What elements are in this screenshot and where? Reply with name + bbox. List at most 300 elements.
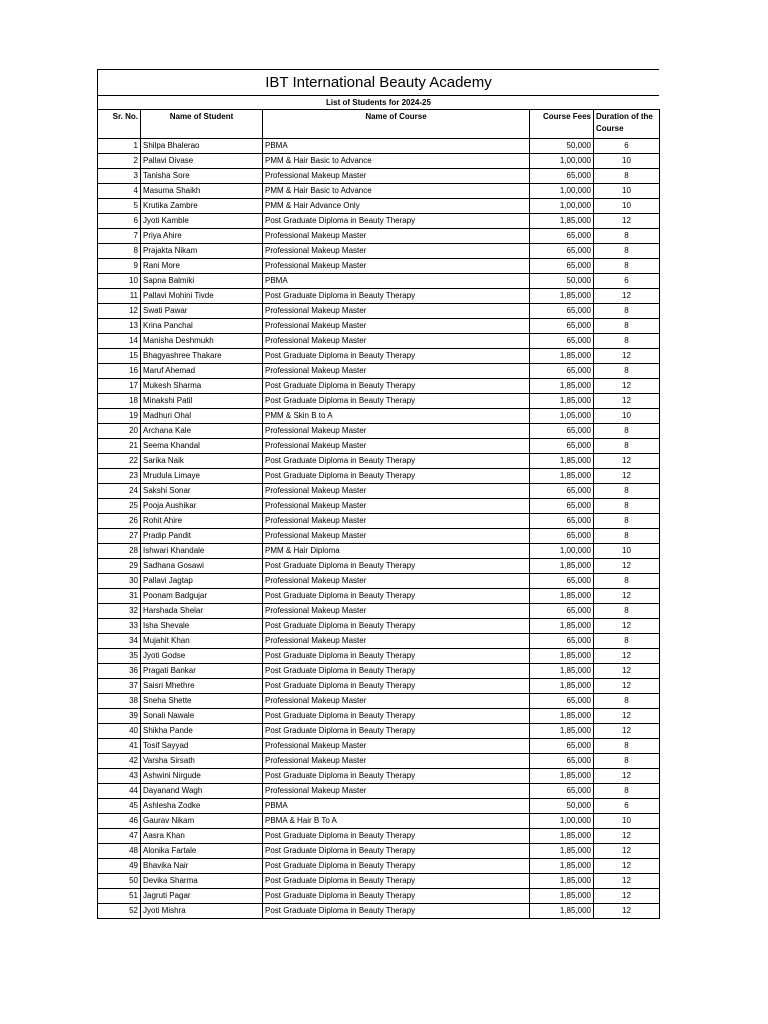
cell-course-fees: 1,85,000 [530,454,594,469]
cell-course-name: Post Graduate Diploma in Beauty Therapy [263,349,530,364]
cell-student-name: Mrudula Limaye [141,469,263,484]
cell-sr-no: 43 [98,769,141,784]
cell-sr-no: 7 [98,229,141,244]
table-row [98,139,660,154]
cell-course-fees: 65,000 [530,229,594,244]
cell-course-name: PBMA [263,274,530,289]
cell-course-name: Post Graduate Diploma in Beauty Therapy [263,769,530,784]
cell-student-name: Maruf Ahemad [141,364,263,379]
cell-duration: 8 [594,364,660,379]
cell-student-name: Sneha Shette [141,694,263,709]
student-list-sheet [97,69,659,919]
cell-course-name: Post Graduate Diploma in Beauty Therapy [263,829,530,844]
cell-duration: 10 [594,184,660,199]
cell-duration: 10 [594,199,660,214]
cell-sr-no: 28 [98,544,141,559]
table-row [98,604,660,619]
cell-course-name: Professional Makeup Master [263,514,530,529]
cell-course-fees: 65,000 [530,529,594,544]
cell-student-name: Madhuri Ohal [141,409,263,424]
header-course-fees: Course Fees [530,110,594,139]
cell-student-name: Archana Kale [141,424,263,439]
table-row [98,589,660,604]
cell-course-fees: 1,85,000 [530,679,594,694]
cell-sr-no: 3 [98,169,141,184]
academy-title: IBT International Beauty Academy [97,69,659,96]
table-row [98,544,660,559]
table-row [98,454,660,469]
cell-duration: 12 [594,454,660,469]
cell-course-name: Professional Makeup Master [263,739,530,754]
cell-sr-no: 18 [98,394,141,409]
cell-duration: 12 [594,829,660,844]
cell-course-name: Professional Makeup Master [263,439,530,454]
cell-student-name: Alonika Fartale [141,844,263,859]
table-row [98,679,660,694]
table-row [98,169,660,184]
cell-course-name: Post Graduate Diploma in Beauty Therapy [263,649,530,664]
cell-duration: 12 [594,664,660,679]
cell-course-fees: 50,000 [530,799,594,814]
cell-duration: 12 [594,709,660,724]
cell-course-name: Post Graduate Diploma in Beauty Therapy [263,454,530,469]
cell-course-name: Professional Makeup Master [263,484,530,499]
cell-sr-no: 2 [98,154,141,169]
cell-course-fees: 65,000 [530,304,594,319]
cell-course-fees: 1,85,000 [530,844,594,859]
cell-duration: 8 [594,784,660,799]
cell-sr-no: 42 [98,754,141,769]
cell-sr-no: 23 [98,469,141,484]
cell-sr-no: 33 [98,619,141,634]
cell-course-name: Professional Makeup Master [263,604,530,619]
table-row [98,199,660,214]
cell-course-fees: 1,85,000 [530,379,594,394]
table-header-row [98,110,660,139]
cell-course-fees: 1,85,000 [530,394,594,409]
cell-student-name: Sonali Nawale [141,709,263,724]
cell-course-name: PBMA & Hair B To A [263,814,530,829]
cell-student-name: Tosif Sayyad [141,739,263,754]
cell-sr-no: 37 [98,679,141,694]
table-row [98,304,660,319]
cell-student-name: Isha Shevale [141,619,263,634]
cell-course-fees: 1,85,000 [530,859,594,874]
cell-course-name: Post Graduate Diploma in Beauty Therapy [263,394,530,409]
header-student-name: Name of Student [141,110,263,139]
cell-course-fees: 1,85,000 [530,289,594,304]
cell-duration: 12 [594,679,660,694]
cell-student-name: Priya Ahire [141,229,263,244]
cell-duration: 8 [594,319,660,334]
cell-course-fees: 1,85,000 [530,469,594,484]
table-row [98,214,660,229]
cell-student-name: Ishwari Khandale [141,544,263,559]
cell-duration: 8 [594,334,660,349]
cell-sr-no: 27 [98,529,141,544]
cell-sr-no: 47 [98,829,141,844]
cell-course-name: PBMA [263,139,530,154]
cell-course-name: PMM & Hair Basic to Advance [263,154,530,169]
table-row [98,409,660,424]
cell-course-fees: 1,85,000 [530,589,594,604]
cell-course-fees: 65,000 [530,244,594,259]
table-row [98,259,660,274]
table-row [98,784,660,799]
cell-sr-no: 16 [98,364,141,379]
cell-course-name: Post Graduate Diploma in Beauty Therapy [263,589,530,604]
cell-duration: 12 [594,469,660,484]
cell-course-fees: 65,000 [530,334,594,349]
cell-sr-no: 10 [98,274,141,289]
cell-student-name: Shikha Pande [141,724,263,739]
cell-student-name: Rani More [141,259,263,274]
table-row [98,379,660,394]
table-row [98,289,660,304]
cell-sr-no: 29 [98,559,141,574]
cell-course-fees: 1,85,000 [530,649,594,664]
cell-duration: 8 [594,484,660,499]
cell-course-name: Post Graduate Diploma in Beauty Therapy [263,904,530,919]
cell-duration: 10 [594,154,660,169]
table-row [98,769,660,784]
cell-duration: 12 [594,769,660,784]
cell-duration: 8 [594,499,660,514]
cell-course-fees: 1,00,000 [530,814,594,829]
cell-sr-no: 52 [98,904,141,919]
cell-course-fees: 65,000 [530,574,594,589]
cell-sr-no: 31 [98,589,141,604]
cell-student-name: Rohit Ahire [141,514,263,529]
table-row [98,154,660,169]
cell-duration: 8 [594,604,660,619]
table-row [98,364,660,379]
cell-sr-no: 30 [98,574,141,589]
cell-sr-no: 45 [98,799,141,814]
cell-sr-no: 8 [98,244,141,259]
table-body [98,139,660,919]
cell-sr-no: 32 [98,604,141,619]
cell-duration: 12 [594,379,660,394]
table-row [98,394,660,409]
cell-course-name: Post Graduate Diploma in Beauty Therapy [263,709,530,724]
cell-course-name: Professional Makeup Master [263,259,530,274]
cell-course-name: Post Graduate Diploma in Beauty Therapy [263,469,530,484]
cell-course-name: PMM & Skin B to A [263,409,530,424]
cell-sr-no: 19 [98,409,141,424]
cell-course-fees: 1,85,000 [530,874,594,889]
cell-sr-no: 40 [98,724,141,739]
cell-course-fees: 1,85,000 [530,619,594,634]
cell-course-fees: 65,000 [530,694,594,709]
cell-duration: 8 [594,304,660,319]
table-row [98,319,660,334]
header-duration: Duration of the Course [594,110,660,139]
cell-student-name: Harshada Shelar [141,604,263,619]
cell-duration: 12 [594,619,660,634]
cell-student-name: Sapna Balmiki [141,274,263,289]
cell-student-name: Jagruti Pagar [141,889,263,904]
cell-student-name: Manisha Deshmukh [141,334,263,349]
cell-course-fees: 1,85,000 [530,349,594,364]
cell-course-name: Post Graduate Diploma in Beauty Therapy [263,859,530,874]
cell-duration: 6 [594,799,660,814]
table-row [98,274,660,289]
cell-course-name: Professional Makeup Master [263,784,530,799]
cell-duration: 12 [594,874,660,889]
cell-student-name: Ashwini Nirgude [141,769,263,784]
cell-duration: 8 [594,169,660,184]
cell-duration: 12 [594,649,660,664]
cell-sr-no: 15 [98,349,141,364]
cell-sr-no: 6 [98,214,141,229]
cell-course-fees: 1,00,000 [530,199,594,214]
cell-duration: 8 [594,694,660,709]
cell-duration: 10 [594,814,660,829]
cell-student-name: Prajakta Nikam [141,244,263,259]
cell-course-fees: 1,85,000 [530,709,594,724]
table-row [98,244,660,259]
cell-course-name: Professional Makeup Master [263,229,530,244]
table-row [98,574,660,589]
cell-course-name: Professional Makeup Master [263,424,530,439]
cell-course-name: Professional Makeup Master [263,574,530,589]
cell-course-fees: 1,05,000 [530,409,594,424]
cell-duration: 12 [594,889,660,904]
cell-duration: 8 [594,739,660,754]
cell-duration: 6 [594,139,660,154]
cell-course-name: Professional Makeup Master [263,694,530,709]
table-row [98,829,660,844]
table-row [98,649,660,664]
cell-course-fees: 1,00,000 [530,184,594,199]
cell-duration: 12 [594,349,660,364]
cell-course-name: Post Graduate Diploma in Beauty Therapy [263,679,530,694]
table-row [98,814,660,829]
table-row [98,619,660,634]
cell-sr-no: 11 [98,289,141,304]
cell-student-name: Pallavi Mohini Tivde [141,289,263,304]
cell-student-name: Sadhana Gosawi [141,559,263,574]
cell-duration: 10 [594,409,660,424]
cell-sr-no: 26 [98,514,141,529]
list-subtitle: List of Students for 2024-25 [97,96,659,109]
cell-course-name: Professional Makeup Master [263,364,530,379]
cell-sr-no: 50 [98,874,141,889]
cell-student-name: Sakshi Sonar [141,484,263,499]
cell-duration: 8 [594,754,660,769]
table-row [98,634,660,649]
cell-student-name: Pallavi Jagtap [141,574,263,589]
cell-student-name: Jyoti Godse [141,649,263,664]
cell-student-name: Tanisha Sore [141,169,263,184]
cell-course-fees: 65,000 [530,364,594,379]
cell-student-name: Swati Pawar [141,304,263,319]
cell-sr-no: 25 [98,499,141,514]
cell-course-fees: 65,000 [530,499,594,514]
cell-student-name: Poonam Badgujar [141,589,263,604]
table-row [98,529,660,544]
cell-duration: 8 [594,229,660,244]
cell-course-fees: 1,85,000 [530,769,594,784]
table-row [98,844,660,859]
cell-course-name: Professional Makeup Master [263,754,530,769]
cell-sr-no: 22 [98,454,141,469]
cell-course-fees: 65,000 [530,604,594,619]
cell-course-name: Post Graduate Diploma in Beauty Therapy [263,724,530,739]
table-row [98,904,660,919]
cell-course-fees: 65,000 [530,739,594,754]
cell-student-name: Bhagyashree Thakare [141,349,263,364]
cell-course-name: Post Graduate Diploma in Beauty Therapy [263,664,530,679]
cell-student-name: Sarika Naik [141,454,263,469]
table-row [98,859,660,874]
table-row [98,349,660,364]
cell-duration: 12 [594,724,660,739]
cell-sr-no: 48 [98,844,141,859]
cell-student-name: Devika Sharma [141,874,263,889]
cell-course-name: PMM & Hair Diploma [263,544,530,559]
cell-course-fees: 65,000 [530,319,594,334]
cell-course-name: Professional Makeup Master [263,499,530,514]
cell-sr-no: 20 [98,424,141,439]
cell-student-name: Mujahit Khan [141,634,263,649]
cell-duration: 12 [594,214,660,229]
cell-student-name: Saisri Mhethre [141,679,263,694]
cell-duration: 12 [594,394,660,409]
cell-duration: 12 [594,289,660,304]
cell-course-fees: 65,000 [530,514,594,529]
cell-duration: 10 [594,544,660,559]
cell-duration: 8 [594,574,660,589]
cell-sr-no: 34 [98,634,141,649]
cell-course-fees: 1,00,000 [530,154,594,169]
cell-student-name: Varsha Sirsath [141,754,263,769]
cell-course-name: Professional Makeup Master [263,304,530,319]
cell-student-name: Bhavika Nair [141,859,263,874]
table-row [98,424,660,439]
table-row [98,334,660,349]
cell-student-name: Pallavi Divase [141,154,263,169]
cell-duration: 12 [594,589,660,604]
cell-course-name: PMM & Hair Basic to Advance [263,184,530,199]
cell-sr-no: 12 [98,304,141,319]
table-row [98,484,660,499]
cell-course-name: Post Graduate Diploma in Beauty Therapy [263,619,530,634]
cell-sr-no: 46 [98,814,141,829]
cell-sr-no: 44 [98,784,141,799]
table-row [98,799,660,814]
cell-course-fees: 65,000 [530,259,594,274]
cell-sr-no: 9 [98,259,141,274]
cell-sr-no: 38 [98,694,141,709]
cell-course-name: Post Graduate Diploma in Beauty Therapy [263,844,530,859]
table-row [98,754,660,769]
cell-course-fees: 50,000 [530,274,594,289]
cell-course-name: Post Graduate Diploma in Beauty Therapy [263,889,530,904]
cell-course-fees: 65,000 [530,484,594,499]
cell-course-fees: 65,000 [530,634,594,649]
cell-student-name: Jyoti Mishra [141,904,263,919]
cell-sr-no: 1 [98,139,141,154]
table-row [98,664,660,679]
cell-sr-no: 35 [98,649,141,664]
cell-student-name: Pradip Pandit [141,529,263,544]
cell-sr-no: 21 [98,439,141,454]
cell-course-name: Professional Makeup Master [263,244,530,259]
cell-student-name: Ashlesha Zodke [141,799,263,814]
cell-course-fees: 65,000 [530,754,594,769]
cell-course-fees: 50,000 [530,139,594,154]
cell-course-fees: 65,000 [530,169,594,184]
cell-course-name: Professional Makeup Master [263,334,530,349]
cell-duration: 8 [594,424,660,439]
header-sr-no: Sr. No. [98,110,141,139]
cell-course-name: Professional Makeup Master [263,634,530,649]
cell-course-fees: 65,000 [530,439,594,454]
cell-course-name: Professional Makeup Master [263,529,530,544]
cell-course-fees: 1,85,000 [530,559,594,574]
cell-student-name: Shilpa Bhalerao [141,139,263,154]
cell-course-name: Professional Makeup Master [263,169,530,184]
cell-student-name: Jyoti Kamble [141,214,263,229]
cell-student-name: Dayanand Wagh [141,784,263,799]
cell-sr-no: 14 [98,334,141,349]
table-row [98,889,660,904]
students-table [97,109,660,919]
table-row [98,499,660,514]
cell-course-name: Post Graduate Diploma in Beauty Therapy [263,214,530,229]
cell-sr-no: 4 [98,184,141,199]
cell-course-fees: 1,85,000 [530,829,594,844]
cell-course-fees: 1,00,000 [530,544,594,559]
table-row [98,229,660,244]
cell-student-name: Krina Panchal [141,319,263,334]
table-row [98,559,660,574]
cell-student-name: Krutika Zambre [141,199,263,214]
cell-duration: 12 [594,859,660,874]
cell-sr-no: 24 [98,484,141,499]
cell-sr-no: 49 [98,859,141,874]
table-row [98,694,660,709]
cell-sr-no: 13 [98,319,141,334]
cell-student-name: Pragati Bankar [141,664,263,679]
cell-duration: 12 [594,844,660,859]
cell-duration: 12 [594,559,660,574]
table-row [98,439,660,454]
cell-course-fees: 1,85,000 [530,214,594,229]
cell-sr-no: 39 [98,709,141,724]
cell-course-name: PMM & Hair Advance Only [263,199,530,214]
cell-student-name: Minakshi Patil [141,394,263,409]
table-row [98,739,660,754]
cell-course-name: Post Graduate Diploma in Beauty Therapy [263,874,530,889]
cell-duration: 8 [594,514,660,529]
table-row [98,514,660,529]
cell-course-fees: 1,85,000 [530,904,594,919]
cell-sr-no: 51 [98,889,141,904]
table-row [98,709,660,724]
cell-course-fees: 65,000 [530,784,594,799]
table-row [98,724,660,739]
cell-sr-no: 41 [98,739,141,754]
cell-course-fees: 1,85,000 [530,664,594,679]
cell-student-name: Gaurav Nikam [141,814,263,829]
cell-student-name: Pooja Aushikar [141,499,263,514]
cell-student-name: Seema Khandal [141,439,263,454]
cell-duration: 8 [594,529,660,544]
table-row [98,874,660,889]
